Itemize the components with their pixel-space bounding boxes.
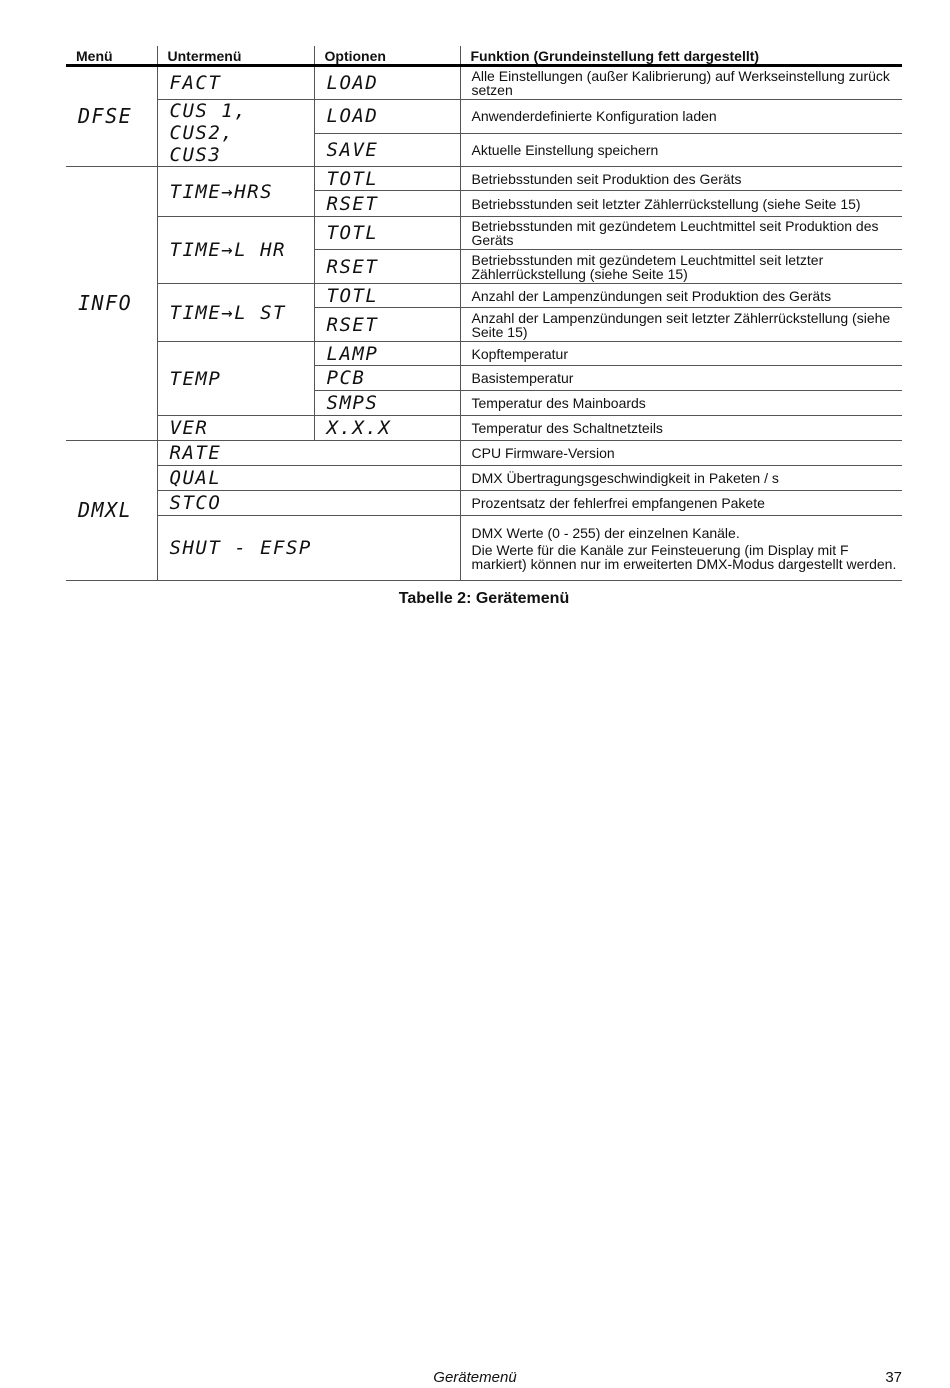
table-row (66, 66, 902, 100)
option-cell (314, 133, 460, 167)
submenu-cell (157, 167, 314, 217)
table-header-row (66, 46, 902, 66)
table-row (66, 100, 902, 134)
header-options: Optionen (314, 46, 460, 66)
submenu-qual: QUAL (169, 467, 222, 489)
submenu-cell (157, 516, 460, 581)
option-save: SAVE (326, 138, 379, 161)
function-cell: CPU Firmware-Version (460, 441, 902, 466)
option-totl: TOTL (326, 284, 379, 307)
option-cell (314, 308, 460, 342)
menu-dfse: DFSE (78, 104, 133, 128)
function-cell: Alle Einstellungen (außer Kalibrierung) auf Werkseinstellung zurück setzen (460, 66, 902, 100)
submenu-cell (157, 466, 460, 491)
option-cell (314, 391, 460, 416)
table-row (66, 466, 902, 491)
submenu-cell (157, 284, 314, 342)
menu-cell (66, 66, 157, 167)
submenu-temp: TEMP (169, 367, 222, 390)
function-cell: Kopftemperatur (460, 342, 902, 366)
device-menu-table (66, 46, 902, 581)
submenu-cell (157, 66, 314, 100)
submenu-time-hrs: TIME→HRS (169, 180, 274, 203)
table-row (66, 284, 902, 308)
option-rset: RSET (326, 255, 379, 278)
function-cell: DMX Übertragungsgeschwindigkeit in Paketen / s (460, 466, 902, 491)
table-row (66, 342, 902, 366)
option-cell (314, 191, 460, 217)
function-cell: Betriebsstunden seit Produktion des Geräts (460, 167, 902, 191)
function-cell: Prozentsatz der fehlerfrei empfangenen Pakete (460, 491, 902, 516)
option-cell (314, 284, 460, 308)
option-totl: TOTL (326, 222, 379, 244)
submenu-cell (157, 416, 314, 441)
table-row (66, 217, 902, 250)
header-function: Funktion (Grundeinstellung fett dargestellt) (460, 46, 902, 66)
option-load: LOAD (326, 105, 379, 128)
function-cell (460, 516, 902, 581)
function-cell: Anzahl der Lampenzündungen seit letzter Zählerrückstellung (siehe Seite 15) (460, 308, 902, 342)
submenu-cus: CUS 1, CUS2, CUS3 (169, 100, 248, 166)
option-cell (314, 167, 460, 191)
submenu-ver: VER (169, 417, 209, 439)
option-cell (314, 217, 460, 250)
submenu-time-l-hr: TIME→L HR (169, 239, 286, 261)
table-row (66, 416, 902, 441)
menu-cell (66, 441, 157, 581)
submenu-rate: RATE (169, 442, 222, 464)
submenu-cell (157, 100, 314, 167)
option-rset: RSET (326, 192, 379, 215)
table-row (66, 167, 902, 191)
function-cell: Temperatur des Schaltnetzteils (460, 416, 902, 441)
function-line: Die Werte für die Kanäle zur Feinsteuerung (im Display mit F markiert) können nur im erweiterten DMX-Modus dargestellt werden. (471, 541, 897, 572)
menu-cell (66, 167, 157, 441)
header-menu: Menü (66, 46, 157, 66)
function-cell: Anzahl der Lampenzündungen seit Produktion des Geräts (460, 284, 902, 308)
option-pcb: PCB (326, 367, 366, 389)
option-rset: RSET (326, 313, 379, 336)
option-cell (314, 250, 460, 284)
submenu-shut-efsp: SHUT - EFSP (169, 537, 312, 559)
table-caption: Tabelle 2: Gerätemenü (398, 590, 570, 607)
submenu-time-l-st: TIME→L ST (169, 301, 286, 324)
option-cell (314, 416, 460, 441)
option-lamp: LAMP (326, 342, 379, 365)
submenu-cell (157, 491, 460, 516)
option-cell (314, 66, 460, 100)
function-line: DMX Werte (0 - 255) der einzelnen Kanäle. (471, 524, 740, 541)
option-cell (314, 342, 460, 366)
menu-info: INFO (78, 291, 133, 315)
option-version: X.X.X (326, 417, 392, 439)
function-cell: Basistemperatur (460, 366, 902, 391)
function-cell: Temperatur des Mainboards (460, 391, 902, 416)
table-row (66, 516, 902, 581)
submenu-fact: FACT (169, 72, 222, 94)
option-totl: TOTL (326, 167, 379, 190)
page-number: 37 (885, 1369, 902, 1386)
submenu-cell (157, 342, 314, 416)
footer-section-title: Gerätemenü (433, 1369, 517, 1386)
menu-dmxl: DMXL (78, 498, 133, 522)
header-submenu: Untermenü (157, 46, 314, 66)
table-row (66, 491, 902, 516)
function-cell: Aktuelle Einstellung speichern (460, 133, 902, 167)
function-cell: Betriebsstunden mit gezündetem Leuchtmittel seit letzter Zählerrückstellung (siehe Seite 15) (460, 250, 902, 284)
submenu-stco: STCO (169, 492, 222, 514)
function-cell: Betriebsstunden seit letzter Zählerrückstellung (siehe Seite 15) (460, 191, 902, 217)
option-load: LOAD (326, 72, 379, 94)
option-cell (314, 366, 460, 391)
function-cell: Anwenderdefinierte Konfiguration laden (460, 100, 902, 134)
option-cell (314, 100, 460, 134)
submenu-cell (157, 217, 314, 284)
option-smps: SMPS (326, 392, 379, 414)
table-row (66, 441, 902, 466)
function-cell: Betriebsstunden mit gezündetem Leuchtmittel seit Produktion des Geräts (460, 217, 902, 250)
submenu-cell (157, 441, 460, 466)
